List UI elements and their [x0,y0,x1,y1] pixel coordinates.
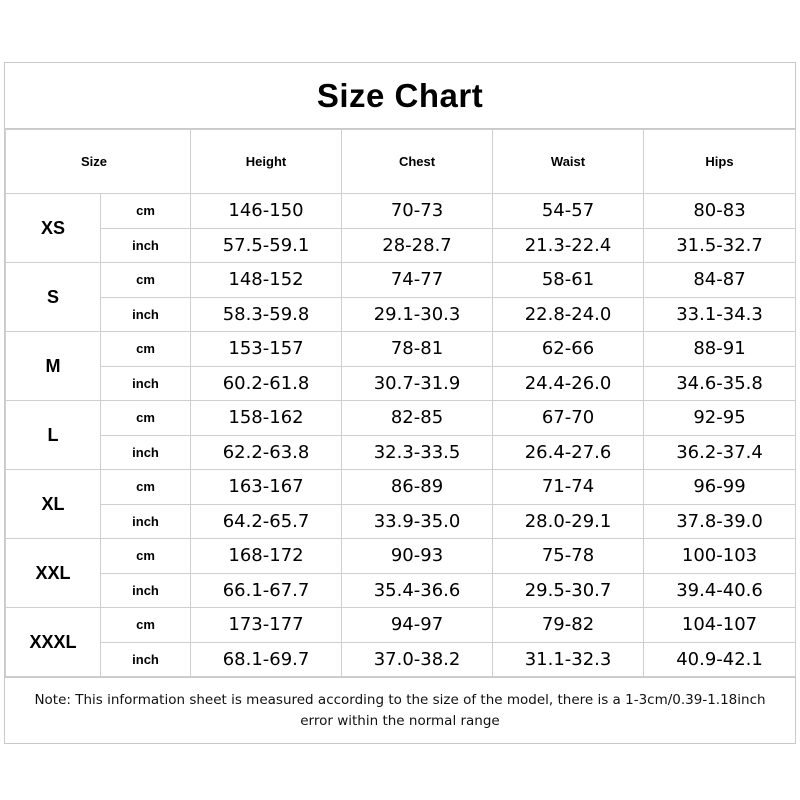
waist-value: 67-70 [493,401,644,436]
unit-label: cm [101,263,191,298]
table-row [6,435,796,470]
waist-value: 31.1-32.3 [493,642,644,677]
chest-value: 30.7-31.9 [342,366,493,401]
table-row [6,504,796,539]
chest-value: 32.3-33.5 [342,435,493,470]
hips-value: 31.5-32.7 [644,228,796,263]
chest-value: 82-85 [342,401,493,436]
unit-label: cm [101,194,191,229]
unit-label: cm [101,539,191,574]
waist-value: 62-66 [493,332,644,367]
table-row [6,539,796,574]
chest-value: 70-73 [342,194,493,229]
chest-value: 74-77 [342,263,493,298]
unit-label: cm [101,608,191,643]
header-chest: Chest [342,130,493,194]
table-row [6,297,796,332]
waist-value: 28.0-29.1 [493,504,644,539]
unit-label: inch [101,573,191,608]
waist-value: 71-74 [493,470,644,505]
height-value: 58.3-59.8 [191,297,342,332]
size-label: L [6,401,101,470]
hips-value: 84-87 [644,263,796,298]
header-height: Height [191,130,342,194]
chest-value: 29.1-30.3 [342,297,493,332]
chest-value: 37.0-38.2 [342,642,493,677]
hips-value: 88-91 [644,332,796,367]
size-label: XXL [6,539,101,608]
chest-value: 86-89 [342,470,493,505]
waist-value: 79-82 [493,608,644,643]
chest-value: 33.9-35.0 [342,504,493,539]
size-table-body [6,194,796,677]
hips-value: 96-99 [644,470,796,505]
table-row [6,470,796,505]
height-value: 168-172 [191,539,342,574]
height-value: 66.1-67.7 [191,573,342,608]
hips-value: 33.1-34.3 [644,297,796,332]
chest-value: 28-28.7 [342,228,493,263]
table-row [6,332,796,367]
height-value: 173-177 [191,608,342,643]
size-label: XL [6,470,101,539]
size-label: XS [6,194,101,263]
hips-value: 80-83 [644,194,796,229]
hips-value: 104-107 [644,608,796,643]
table-row [6,194,796,229]
table-row [6,608,796,643]
table-row [6,263,796,298]
unit-label: inch [101,366,191,401]
height-value: 62.2-63.8 [191,435,342,470]
header-row [6,130,796,194]
chest-value: 35.4-36.6 [342,573,493,608]
height-value: 146-150 [191,194,342,229]
unit-label: cm [101,470,191,505]
size-chart [4,62,796,744]
table-row [6,642,796,677]
table-row [6,401,796,436]
chest-value: 90-93 [342,539,493,574]
hips-value: 37.8-39.0 [644,504,796,539]
waist-value: 22.8-24.0 [493,297,644,332]
hips-value: 92-95 [644,401,796,436]
chest-value: 94-97 [342,608,493,643]
height-value: 158-162 [191,401,342,436]
header-waist: Waist [493,130,644,194]
waist-value: 21.3-22.4 [493,228,644,263]
waist-value: 26.4-27.6 [493,435,644,470]
size-label: M [6,332,101,401]
chart-title: Size Chart [5,63,795,129]
height-value: 60.2-61.8 [191,366,342,401]
size-table [5,129,796,677]
chest-value: 78-81 [342,332,493,367]
height-value: 64.2-65.7 [191,504,342,539]
table-row [6,228,796,263]
waist-value: 29.5-30.7 [493,573,644,608]
measurement-note: Note: This information sheet is measured according to the size of the model, there is a 1-3cm/0.39-1.18inch error within the normal range [5,677,795,743]
unit-label: inch [101,297,191,332]
table-row [6,366,796,401]
size-label: XXXL [6,608,101,677]
waist-value: 24.4-26.0 [493,366,644,401]
unit-label: inch [101,228,191,263]
waist-value: 75-78 [493,539,644,574]
height-value: 163-167 [191,470,342,505]
height-value: 148-152 [191,263,342,298]
height-value: 57.5-59.1 [191,228,342,263]
header-hips: Hips [644,130,796,194]
waist-value: 58-61 [493,263,644,298]
hips-value: 36.2-37.4 [644,435,796,470]
hips-value: 40.9-42.1 [644,642,796,677]
header-size: Size [6,130,191,194]
unit-label: inch [101,504,191,539]
hips-value: 100-103 [644,539,796,574]
height-value: 68.1-69.7 [191,642,342,677]
unit-label: cm [101,332,191,367]
unit-label: inch [101,642,191,677]
hips-value: 34.6-35.8 [644,366,796,401]
size-label: S [6,263,101,332]
height-value: 153-157 [191,332,342,367]
unit-label: inch [101,435,191,470]
unit-label: cm [101,401,191,436]
table-row [6,573,796,608]
hips-value: 39.4-40.6 [644,573,796,608]
waist-value: 54-57 [493,194,644,229]
